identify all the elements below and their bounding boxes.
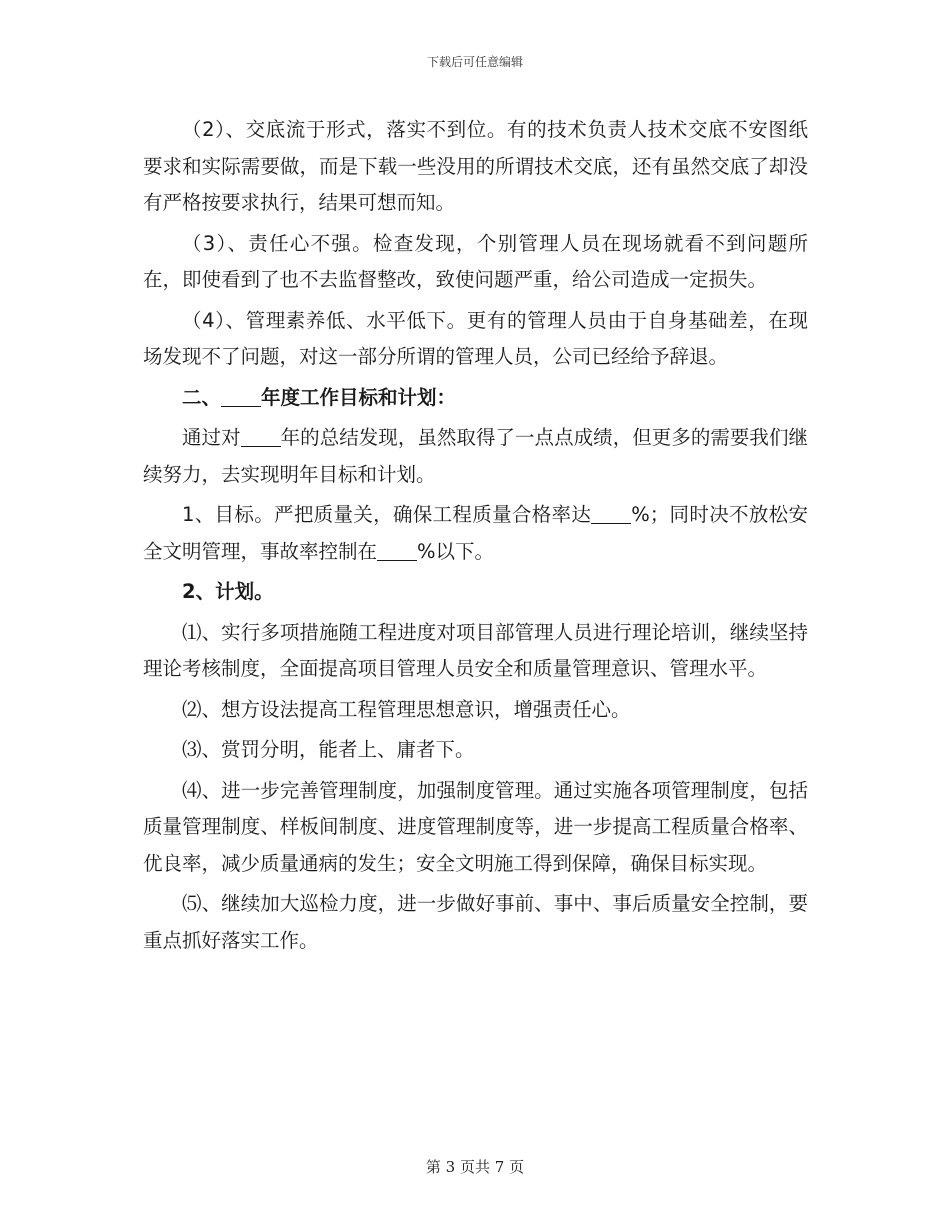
summary-prefix: 通过对: [182, 426, 241, 449]
goal-text-a: 1、目标。严把质量关，确保工程质量合格率达: [182, 503, 592, 526]
goal-text-c: %以下。: [417, 539, 495, 563]
section-heading-prefix: 二、: [182, 385, 222, 409]
blank-rate-field: [377, 540, 417, 561]
plan-item-2: ⑵、想方设法提高工程管理思想意识，增强责任心。: [182, 697, 631, 721]
section-heading-goals: [143, 380, 808, 417]
plan-item-1: ⑴、实行多项措施随工程进度对项目部管理人员进行理论培训，继续坚持理论考核制度，全面提高项目管理人员安全和质量管理意识、管理水平。: [143, 620, 808, 680]
summary-text: 年的总结发现，虽然取得了一点点成绩，但更多的需要我们继续努力，去实现明年目标和计划。: [143, 426, 808, 486]
blank-rate-field: [591, 504, 631, 525]
goal-text-b: %；同时决不放松安全文明管理，事故率控制在: [143, 503, 808, 563]
section-heading-text: 年度工作目标和计划：: [261, 385, 457, 409]
paragraph-goal: [143, 497, 808, 570]
plan-item-4: ⑷、进一步完善管理制度，加强制度管理。通过实施各项管理制度，包括质量管理制度、样板间制度、进度管理制度等，进一步提高工程质量合格率、优良率，减少质量通病的发生；安全文明施工得到保障，确保目标实现。: [143, 778, 808, 875]
plan-item-3: ⑶、赏罚分明，能者上、庸者下。: [182, 738, 475, 761]
header-note: 下载后可任意编辑: [426, 55, 523, 69]
page-number: 第 3 页共 7 页: [425, 1158, 525, 1176]
paragraph-item-4: （4）、管理素养低、水平低下。更有的管理人员由于自身基础差，在现场发现不了问题，对这一部分所谓的管理人员，公司已经给予辞退。: [143, 308, 808, 368]
paragraph-item-3: （3）、责任心不强。检查发现，个别管理人员在现场就看不到问题所在，即使看到了也不去监督整改，致使问题严重，给公司造成一定损失。: [143, 231, 808, 291]
document-body: [143, 112, 808, 959]
blank-year-field: [221, 386, 261, 407]
paragraph-item-2: （2）、交底流于形式，落实不到位。有的技术负责人技术交底不安图纸要求和实际需要做，而是下载一些没用的所谓技术交底，还有虽然交底了却没有严格按要求执行，结果可想而知。: [143, 118, 808, 214]
blank-year-field: [241, 427, 281, 448]
paragraph-summary: [143, 420, 808, 493]
section-heading-plan: 2、计划。: [182, 580, 274, 603]
plan-item-5: ⑸、继续加大巡检力度，进一步做好事前、事中、事后质量安全控制，要重点抓好落实工作。: [143, 892, 808, 952]
